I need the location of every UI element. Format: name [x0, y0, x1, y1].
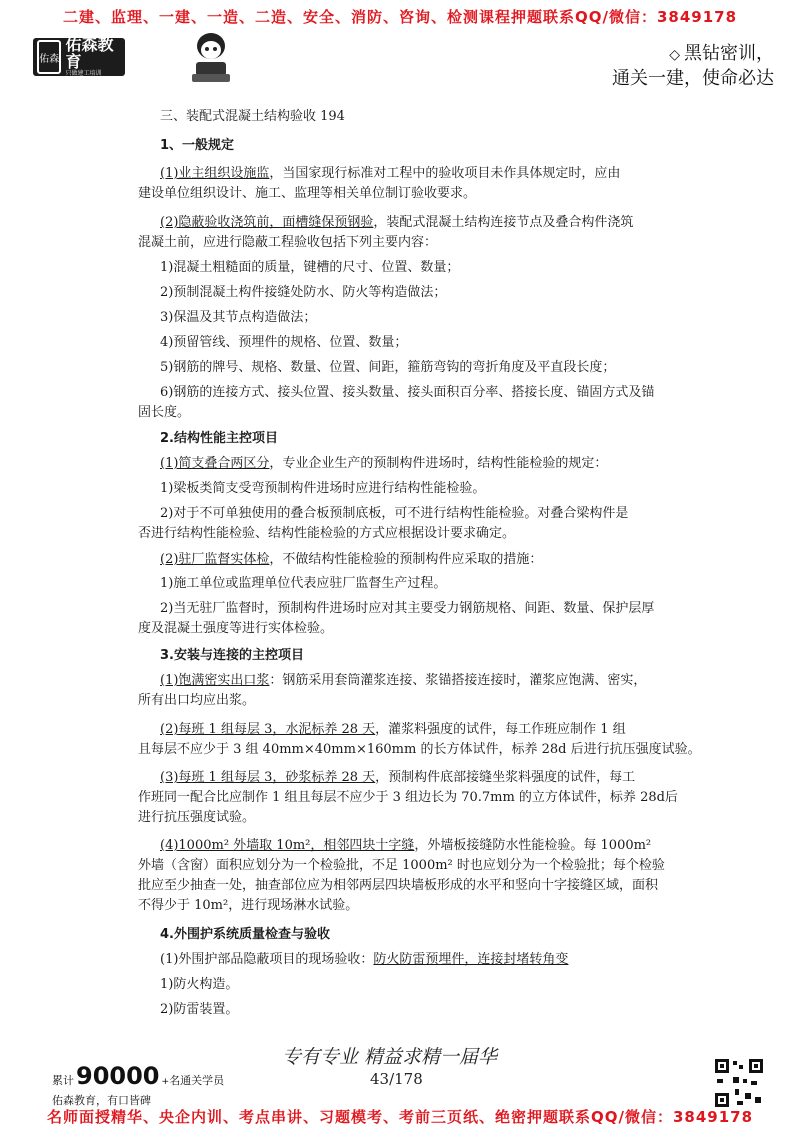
list-item: 2)当无驻厂监督时，预制构件进场时应对其主要受力钢筋规格、间距、数量、保护层厚	[160, 601, 655, 616]
qr-code-icon	[713, 1057, 765, 1109]
list-item-line: 否进行结构性能检验、结构性能检验的方式应根据设计要求确定。	[138, 526, 516, 541]
top-banner: 二建、监理、一建、一造、二造、安全、消防、咨询、检测课程押题联系QQ/微信：3849178	[62, 8, 738, 26]
paragraph-line: 作班同一配合比应制作 1 组且每层不应少于 3 组边长为 70.7mm 的立方体试件，标养 28d后	[138, 790, 678, 805]
list-item: 6)钢筋的连接方式、接头位置、接头数量、接头面积百分率、搭接长度、锚固方式及锚	[160, 385, 655, 400]
list-item: 1)梁板类简支受弯预制构件进场时应进行结构性能检验。	[160, 481, 486, 496]
footer-tagline: 佑森教育，有口皆碑	[52, 1094, 151, 1107]
paragraph-line: 且每层不应少于 3 组 40mm×40mm×160mm 的长方体试件，标养 28d 后进行抗压强度试验。	[138, 742, 701, 757]
list-item: 1)混凝土粗糙面的质量，键槽的尺寸、位置、数量；	[160, 260, 460, 275]
logo-seal: 佑森	[37, 40, 61, 74]
paragraph-line: 进行抗压强度试验。	[138, 810, 256, 825]
list-item: 2)防雷装置。	[160, 1002, 239, 1017]
slogan-line1: 黑钻密训，	[684, 43, 774, 64]
heading-envelope: 4.外围护系统质量检查与验收	[160, 927, 330, 942]
paragraph-line: 不得少于 10m²，进行现场淋水试验。	[138, 898, 359, 913]
paragraph: (1)业主组织设施监，当国家现行标准对工程中的验收项目未作具体规定时，应由	[160, 166, 621, 181]
slogan	[612, 42, 774, 91]
paragraph: (1)外围护部品隐蔽项目的现场验收：防火防雷预埋件，连接封堵转角变	[160, 952, 569, 967]
section-title: 三、装配式混凝土结构验收 194	[160, 109, 345, 124]
heading-general: 1、一般规定	[160, 138, 235, 153]
paragraph: (1)简支叠合两区分，专业企业生产的预制构件进场时，结构性能检验的规定：	[160, 456, 608, 471]
footer-stats	[52, 1062, 224, 1108]
bottom-banner: 名师面授精华、央企内训、考点串讲、习题模考、考前三页纸、绝密押题联系QQ/微信：3849178	[46, 1108, 754, 1126]
paragraph-line: 所有出口均应出浆。	[138, 693, 256, 708]
paragraph: (1)饱满密实出口浆：钢筋采用套筒灌浆连接、浆锚搭接连接时，灌浆应饱满、密实，	[160, 673, 647, 688]
paragraph: (2)驻厂监督实体检，不做结构性能检验的预制构件应采取的措施：	[160, 552, 543, 567]
list-item: 5)钢筋的牌号、规格、数量、位置、间距，箍筋弯钩的弯折角度及平直段长度；	[160, 360, 616, 375]
logo-name: 佑森教育	[65, 35, 114, 71]
logo-subtitle: 只做建工培训	[65, 70, 102, 77]
slogan-line2: 通关一建，使命必达	[612, 68, 774, 89]
diamond-icon: ◇	[669, 47, 680, 63]
list-item-line: 固长度。	[138, 405, 191, 420]
list-item: 2)预制混凝土构件接缝处防水、防火等构造做法；	[160, 285, 447, 300]
logo-text	[65, 36, 125, 78]
stat-prefix: 累计	[52, 1074, 74, 1087]
paragraph-line: 建设单位组织设计、施工、监理等相关单位制订验收要求。	[138, 186, 477, 201]
header	[0, 28, 800, 90]
page-number: 43/178	[370, 1070, 423, 1088]
logo	[33, 35, 125, 77]
list-item-line: 度及混凝土强度等进行实体检验。	[138, 621, 334, 636]
list-item: 1)施工单位或监理单位代表应驻厂监督生产过程。	[160, 576, 447, 591]
stat-plus: +	[161, 1076, 170, 1087]
paragraph-line: 混凝土前，应进行隐蔽工程验收包括下列主要内容：	[138, 235, 438, 250]
list-item: 2)对于不可单独使用的叠合板预制底板，可不进行结构性能检验。对叠合梁构件是	[160, 506, 629, 521]
heading-installation: 3.安装与连接的主控项目	[160, 648, 304, 663]
paragraph: (2)隐蔽验收浇筑前，面槽缝保预钢验，装配式混凝土结构连接节点及叠合构件浇筑	[160, 215, 634, 230]
list-item: 4)预留管线、预埋件的规格、位置、数量；	[160, 335, 408, 350]
paragraph: (4)1000m² 外墙取 10m²，相邻四块十字缝，外墙板接缝防水性能检验。每 1000m²	[160, 838, 652, 853]
mascot-icon	[188, 30, 234, 84]
list-item: 1)防火构造。	[160, 977, 239, 992]
heading-structural-performance: 2.结构性能主控项目	[160, 431, 278, 446]
paragraph: (2)每班 1 组每层 3，水泥标养 28 天，灌浆料强度的试件，每工作班应制作 1 组	[160, 722, 626, 737]
paragraph-line: 批应至少抽查一处，抽查部位应为相邻两层四块墙板形成的水平和竖向十字接缝区域，面积	[138, 878, 659, 893]
stat-number: 90000	[76, 1062, 160, 1090]
list-item: 3)保温及其节点构造做法；	[160, 310, 317, 325]
paragraph: (3)每班 1 组每层 3，砂浆标养 28 天，预制构件底部接缝坐浆料强度的试件，每工	[160, 770, 636, 785]
handwritten-signature: 专有专业 精益求精一届华	[282, 1046, 498, 1068]
paragraph-line: 外墙（含窗）面积应划分为一个检验批，不足 1000m² 时也应划分为一个检验批；每个检验	[138, 858, 665, 873]
stat-suffix: 名通关学员	[169, 1074, 225, 1087]
